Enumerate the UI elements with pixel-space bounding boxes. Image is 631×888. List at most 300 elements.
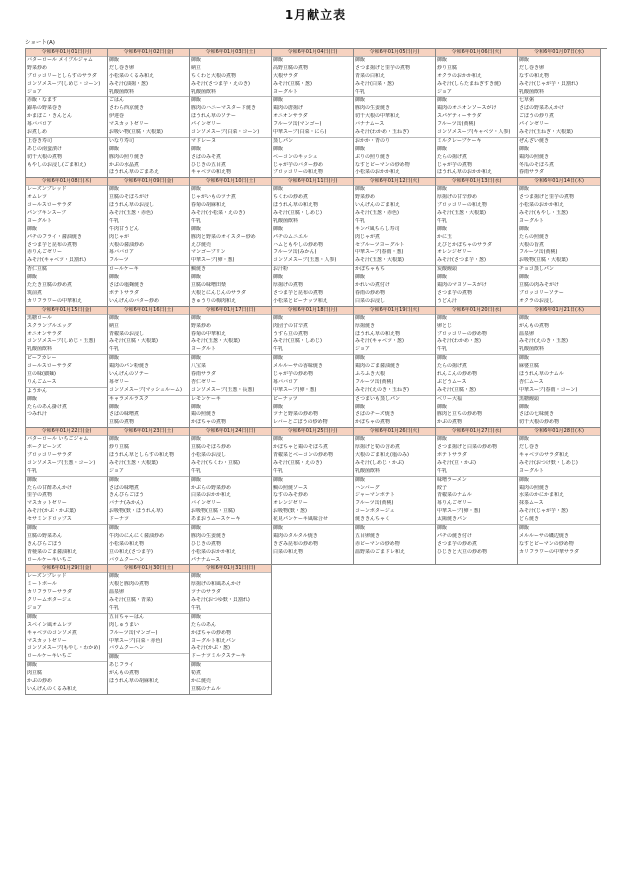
menu-item: オニオンサラダ <box>27 330 62 337</box>
meal-block <box>518 96 600 136</box>
menu-item: 牛乳 <box>27 467 38 474</box>
meal-block <box>108 435 189 475</box>
day-cell <box>26 565 108 694</box>
menu-item: オニオンサラダ <box>273 113 308 120</box>
menu-item: 牛乳 <box>109 217 120 224</box>
menu-item: かぼちゃの煮物 <box>355 419 391 426</box>
menu-item: 青椒菜のお浸し <box>109 330 145 337</box>
menu-item: お吸物(麩・ほうれん草) <box>109 508 163 515</box>
menu-item: コンソメスープ(しめじ・玉葱) <box>27 338 96 345</box>
menu-item: 御飯 <box>355 274 366 281</box>
menu-item: 肉しゅうまい <box>109 621 140 628</box>
menu-item: 豆の和え(さつま芋) <box>109 548 153 555</box>
menu-item: みそ汁(豆腐・しめじ) <box>273 210 322 217</box>
day-date: 令和6年01月31日(日) <box>190 565 271 572</box>
menu-item: みそ汁(玉葱・赤色) <box>355 210 399 217</box>
menu-item: 御飯 <box>109 274 120 281</box>
menu-item: かぼちゃの炒め物 <box>191 629 232 636</box>
menu-item: 厚揚げの煮物 <box>273 282 304 289</box>
menu-item: 御飯 <box>191 573 202 580</box>
menu-item: 御飯 <box>109 403 120 410</box>
day-cell <box>272 307 354 428</box>
menu-item: 牛乳 <box>437 346 448 353</box>
menu-item: レーズンブレッド <box>27 186 67 193</box>
menu-item: 中華スープ(白菜・赤色) <box>109 637 163 644</box>
menu-item: みそ汁(さつま芋・葱) <box>437 257 486 264</box>
menu-item: 御飯 <box>109 436 120 443</box>
menu-item: ジョア <box>437 88 452 95</box>
menu-item: 御飯 <box>109 654 120 661</box>
menu-item: 御飯 <box>27 662 38 669</box>
menu-item: 御飯 <box>437 314 448 321</box>
day-date: 令和6年01月26日(火) <box>354 428 435 435</box>
menu-item: 春雨の炒め物 <box>355 289 386 296</box>
menu-item: 切干大根の炒め物 <box>519 419 560 426</box>
menu-item: 御飯 <box>273 186 284 193</box>
menu-item: オクラのお浸し <box>519 297 554 304</box>
week-row <box>26 565 607 694</box>
menu-item: さつま揚げと里芋の煮物 <box>355 64 411 71</box>
meal-block <box>518 354 600 394</box>
menu-item: 麻婆豆腐 <box>519 363 540 370</box>
day-date: 令和6年01月17日(日) <box>190 307 271 314</box>
menu-item: 赤りんごゼリー <box>27 249 63 256</box>
menu-item: 御飯 <box>109 314 120 321</box>
day-date: 令和6年01月18日(月) <box>272 307 353 314</box>
meal-block <box>436 435 517 475</box>
menu-item: 御飯 <box>191 613 202 620</box>
menu-item: かまぼこ・きんとん <box>27 113 73 120</box>
menu-item: 鶏肉のオニオンソースがけ <box>437 105 497 112</box>
menu-item: ロールケーキ <box>109 266 139 273</box>
menu-item: ミルクレープケーキ <box>437 137 482 144</box>
menu-item: 温泉卵 <box>109 589 125 596</box>
menu-item: 中華スープ(春雨・葱) <box>355 249 404 256</box>
menu-item: 杏仁豆腐 <box>27 266 48 273</box>
menu-item: いんげんのごま和え <box>355 202 401 209</box>
meal-block <box>436 56 517 96</box>
menu-item: かぼちゃと鶏のそぼろ煮 <box>273 444 329 451</box>
menu-item: うずら豆の煮物 <box>273 330 309 337</box>
menu-item: 御飯 <box>273 403 284 410</box>
menu-item: 乳酸菌飲料 <box>27 346 53 353</box>
meal-block <box>190 265 271 305</box>
menu-item: 大根の醤油炒め <box>109 241 145 248</box>
menu-item: ツナと野菜の炒め物 <box>273 411 319 418</box>
menu-item: 御飯 <box>519 274 530 281</box>
menu-item: さつま芋と昆布の煮物 <box>273 289 324 296</box>
menu-item: 牛乳 <box>273 346 284 353</box>
menu-item: たたき豆腐の炒め煮 <box>27 282 73 289</box>
menu-item: みそ汁(豆腐・大根葉) <box>109 338 158 345</box>
menu-item: 小松菜のおかか和え <box>519 202 565 209</box>
menu-item: じゃが芋のバター炒め <box>273 161 324 168</box>
menu-item: 御飯 <box>519 225 530 232</box>
day-date: 令和6年01月25日(月) <box>272 428 353 435</box>
menu-item: 鶏肉の照焼き <box>519 153 550 160</box>
meal-block <box>190 185 271 265</box>
menu-item: フルーツ缶(黄桃) <box>355 378 394 385</box>
menu-item: 小松菜のくるみ和え <box>109 72 155 79</box>
menu-item: 厚揚げの和風あんかけ <box>191 581 242 588</box>
menu-item: ほうれん草のお浸し <box>109 202 155 209</box>
menu-item: 御飯 <box>109 355 120 362</box>
meal-block <box>26 387 107 420</box>
menu-item: 豆腐の煮物 <box>109 419 135 426</box>
meal-block <box>272 185 353 265</box>
menu-item: 御飯 <box>355 314 366 321</box>
menu-item: ドーナツ <box>109 516 129 523</box>
menu-item: 八宝菜 <box>191 363 207 370</box>
menu-item: 牛乳 <box>109 346 120 353</box>
menu-item: バウムクーヘン <box>109 645 144 652</box>
menu-item: みそ汁(豆腐・葱) <box>437 386 476 393</box>
menu-item: ヨーグルト <box>519 217 544 224</box>
day-date: 令和6年01月19日(火) <box>354 307 435 314</box>
meal-block <box>354 314 435 354</box>
menu-item: 御飯 <box>273 97 284 104</box>
menu-item: パチのフライ・醤油焼き <box>27 233 82 240</box>
menu-item: マンゴープリン <box>191 249 226 256</box>
menu-item: 御飯 <box>273 314 284 321</box>
menu-item: いんげんのくるみ和え <box>27 685 78 692</box>
menu-item: さばのみそ煮 <box>191 153 222 160</box>
menu-item: 牛乳 <box>437 217 448 224</box>
menu-item: 大根と豚肉の煮物 <box>109 581 150 588</box>
day-date: 令和6年01月21日(木) <box>518 307 600 314</box>
meal-block <box>26 314 107 354</box>
meal-block <box>436 395 517 428</box>
menu-item: みそ汁(白菜・葱) <box>355 80 394 87</box>
menu-item: 中華スープ(白菜・にら) <box>273 129 327 136</box>
day-cell <box>190 49 272 178</box>
menu-item: 牛乳 <box>191 217 202 224</box>
menu-item: 春菊の中華和え <box>191 330 227 337</box>
menu-item: 豚肉の生姜焼き <box>355 105 391 112</box>
menu-item: 高野豆腐の煮物 <box>273 64 309 71</box>
menu-item: ごぼうの炒り煮 <box>519 113 555 120</box>
meal-block <box>108 137 189 177</box>
menu-item: さわら西京焼き <box>109 105 145 112</box>
menu-item: ぜんざい焼き <box>519 137 550 144</box>
menu-item: 里芋の煮物 <box>27 492 53 499</box>
meal-block <box>436 137 517 177</box>
menu-item: さつま芋と昆布の煮物 <box>27 241 78 248</box>
menu-item: みそ汁(小松菜・えのき) <box>191 210 245 217</box>
menu-item: マドレーヌ <box>191 137 217 144</box>
menu-item: みそ汁(玉葱・大根葉) <box>109 459 158 466</box>
menu-item: みそ汁(豆腐・しめじ) <box>273 338 322 345</box>
menu-item: 抹茶ムース <box>519 500 544 507</box>
menu-item: 納豆 <box>191 64 202 71</box>
menu-item: 黒糖ロール <box>27 314 52 321</box>
menu-item: ミートボール <box>27 581 57 588</box>
menu-item: 牛乳 <box>273 467 284 474</box>
menu-item: なすとピーマンの炒め物 <box>519 540 574 547</box>
meal-block <box>436 96 517 136</box>
menu-item: キャラメルラスク <box>109 395 149 402</box>
menu-item: キャベツのサラダ和え <box>519 451 569 458</box>
menu-item: 小松菜とピーナッツ和え <box>273 297 328 304</box>
menu-item: 御飯 <box>27 395 38 402</box>
menu-item: コンソメスープ(玉葱・人参) <box>273 257 337 264</box>
menu-item: 中華スープ(卵・葱) <box>191 257 235 264</box>
menu-item: 牛乳 <box>109 605 120 611</box>
menu-item: みそ汁(おつゆ麩・貝割れ) <box>191 597 250 604</box>
menu-item: 御飯 <box>191 476 202 483</box>
day-cell <box>190 565 272 694</box>
meal-block <box>518 395 600 428</box>
menu-item: 杏仁ゼリー <box>191 378 217 385</box>
menu-item: 御飯 <box>191 186 202 193</box>
menu-item: 豚肉の照り焼き <box>109 153 145 160</box>
meal-block <box>518 137 600 177</box>
day-cell <box>190 178 272 306</box>
meal-block <box>190 137 271 177</box>
menu-item: 中華スープ(春雨・コーン) <box>519 386 578 393</box>
meal-block <box>354 524 435 557</box>
menu-item: 春雨サラダ <box>519 169 544 176</box>
menu-item: みそ汁(玉葱・赤色) <box>109 210 153 217</box>
day-cell <box>436 307 518 428</box>
menu-item: 豆腐のそぼろがけ <box>109 194 150 201</box>
menu-item: 乳酸菌飲料 <box>519 88 545 95</box>
day-date: 令和6年01月12日(火) <box>354 178 435 185</box>
menu-item: 鶏の照焼き <box>191 411 217 418</box>
meal-block <box>108 354 189 394</box>
menu-item: 御飯 <box>191 145 202 152</box>
menu-item: たらのあん掛け煮 <box>27 403 68 410</box>
menu-item: きんぴらごぼう <box>27 540 63 547</box>
meal-block <box>108 265 189 305</box>
menu-item: ブロッコリーの和え物 <box>273 169 323 176</box>
menu-item: スペイン風オムレツ <box>27 621 73 628</box>
day-cell <box>436 49 518 178</box>
day-date: 令和6年01月14日(木) <box>518 178 600 185</box>
menu-item: 御飯 <box>519 403 530 410</box>
menu-item: さばの味噌煮 <box>109 411 140 418</box>
menu-item: 切干大根の中華和え <box>355 113 401 120</box>
menu-item: 温泉卵 <box>519 330 535 337</box>
menu-item: なすの和え物 <box>519 72 550 79</box>
menu-item: いんげんのバター炒め <box>109 297 160 304</box>
menu-item: いなり寿司 <box>109 137 135 144</box>
menu-item: バナナ(みかん) <box>109 500 143 507</box>
day-cell <box>354 49 436 178</box>
menu-item: 豚肉の生姜焼き <box>191 532 227 539</box>
menu-item: 中華スープ(卵・葱) <box>437 508 481 515</box>
menu-item: みそ汁(もやし・玉葱) <box>519 210 568 217</box>
subtitle: ショート(A) <box>25 40 55 46</box>
meal-block <box>108 96 189 136</box>
menu-item: みそ汁(キャベツ・葱) <box>355 338 404 345</box>
menu-item: 炭酸饅頭 <box>437 266 458 273</box>
meal-block <box>190 314 271 354</box>
menu-item: フルーツ缶(マンゴー) <box>273 121 322 128</box>
menu-item: コーンポタージュ <box>355 508 395 515</box>
menu-item: ちくわの炒め煮 <box>273 194 309 201</box>
menu-item: チョコ蒸しパン <box>519 266 554 273</box>
menu-item: さばの味噌煮 <box>109 484 140 491</box>
menu-item: セブルーツヨーグルト <box>355 241 405 248</box>
meal-block <box>272 435 353 475</box>
menu-item: ブロッコリーの炒め物 <box>437 330 487 337</box>
menu-item: かぶの水晶煮 <box>109 161 140 168</box>
day-cell <box>436 428 518 565</box>
menu-item: 杏仁ムース <box>519 378 544 385</box>
menu-item: さばのチーズ焼き <box>355 411 395 418</box>
meal-block <box>518 265 600 305</box>
meal-block <box>108 185 189 265</box>
menu-item: あまおうムースケーキ <box>191 516 241 523</box>
menu-item: えびとかぼちゃのサラダ <box>437 241 492 248</box>
day-date: 令和6年01月24日(日) <box>190 428 271 435</box>
menu-item: 御飯 <box>109 524 120 531</box>
menu-item: 御飯 <box>273 225 284 232</box>
menu-item: 御飯 <box>355 186 366 193</box>
menu-item: じゃが芋の炒め物 <box>273 370 314 377</box>
meal-block <box>354 354 435 394</box>
menu-item: 野菜炒め <box>355 194 376 201</box>
meal-block <box>354 435 435 475</box>
menu-item: ほうれん草のナムル <box>519 370 564 377</box>
meal-block <box>190 572 271 612</box>
menu-item: ヨーグルト <box>519 467 544 474</box>
menu-item: ぶりの照り焼き <box>355 153 391 160</box>
menu-item: 大根とにんじんのサラダ <box>191 289 246 296</box>
menu-item: 小松菜のおかか和え <box>355 169 401 176</box>
day-cell <box>108 178 190 306</box>
day-cell <box>272 178 354 306</box>
menu-item: 五目卵焼き <box>355 532 381 539</box>
menu-item: 厚揚焼き <box>355 322 376 329</box>
menu-item: きざみ昆布の炒め物 <box>273 540 319 547</box>
meal-block <box>26 185 107 265</box>
menu-item: 鶏肉のタルタル焼き <box>273 532 318 539</box>
menu-item: 御飯 <box>109 476 120 483</box>
day-cell <box>108 307 190 428</box>
menu-item: ブロッコリーとしらすのサラダ <box>27 72 97 79</box>
day-cell <box>518 49 601 178</box>
menu-item: 肉団子の甘辛煮 <box>273 322 309 329</box>
menu-item: 青椒菜のナムル <box>437 492 472 499</box>
menu-item: 豚肉と豆ちの炒め物 <box>437 411 483 418</box>
menu-item: 小松菜の和え物 <box>109 540 145 547</box>
menu-item: 牛乳 <box>355 217 366 224</box>
menu-item: 御飯 <box>437 186 448 193</box>
menu-item: 冬瓜のそぼろ煮 <box>519 161 555 168</box>
menu-item: あじの南蛮漬け <box>27 145 63 152</box>
menu-item: 御飯 <box>191 436 202 443</box>
meal-block <box>26 572 107 612</box>
menu-item: スクランブルエッグ <box>27 322 72 329</box>
menu-item: メルルーサの香味焼き <box>273 363 323 370</box>
menu-item: 切干大根の煮物 <box>27 153 63 160</box>
day-date: 令和6年01月13日(水) <box>436 178 517 185</box>
menu-item: 御飯 <box>109 145 120 152</box>
day-cell <box>26 49 108 178</box>
meal-block <box>436 354 517 394</box>
meal-block <box>190 56 271 96</box>
menu-item: ジョア <box>27 605 42 611</box>
menu-item: みそ汁(ちくわ・豆腐) <box>191 459 240 466</box>
meal-block <box>354 476 435 524</box>
menu-item: 御飯 <box>109 186 120 193</box>
menu-item: さつま揚げと白菜の炒め物 <box>437 444 498 451</box>
menu-item: 筑前煮 <box>27 289 43 296</box>
menu-item: 大根のごま和え(塩のみ) <box>355 451 409 458</box>
menu-item: みそ汁(玉葱・大根葉) <box>437 210 486 217</box>
menu-item: レモンケーキ <box>191 395 221 402</box>
menu-item: みそ汁(玉葱・大根葉) <box>355 257 404 264</box>
menu-item: 餃子 <box>437 484 448 491</box>
menu-item: ヨーグルト和えパン <box>191 637 236 644</box>
meal-block <box>108 524 189 564</box>
meal-block <box>26 265 107 305</box>
menu-item: ドーナツミルクステーキ <box>191 653 246 660</box>
menu-item: つみれ汁 <box>27 411 48 418</box>
meal-block <box>272 476 353 524</box>
menu-item: さつまいも蒸しパン <box>355 395 401 402</box>
menu-item: 御飯 <box>437 145 448 152</box>
menu-item: 焼ききんちゃく <box>355 516 391 523</box>
menu-item: 御飯 <box>437 225 448 232</box>
menu-item: みそ汁(えのき・玉ねぎ) <box>355 386 409 393</box>
menu-grid <box>25 48 607 695</box>
meal-block <box>518 185 600 265</box>
menu-item: コンソメスープ(しめじ・コーン) <box>27 80 101 87</box>
empty-day-cell <box>272 565 354 694</box>
menu-item: みそ汁(しらたまねぎすき焼) <box>437 80 501 87</box>
menu-item: パインゼリー <box>191 121 222 128</box>
menu-item: ジョア <box>109 467 124 474</box>
page-title: 1月献立表 <box>284 8 347 22</box>
menu-item: 御飯 <box>273 145 284 152</box>
menu-item: 御飯 <box>519 524 530 531</box>
menu-item: ブロッコリーサラダ <box>27 451 72 458</box>
meal-block <box>190 96 271 136</box>
meal-block <box>190 613 271 661</box>
menu-item: オレンジゼリー <box>273 500 308 507</box>
day-cell <box>354 428 436 565</box>
menu-item: 鶏肉のマヨソースがけ <box>437 282 487 289</box>
day-date: 令和6年01月16日(土) <box>108 307 189 314</box>
meal-block <box>272 56 353 96</box>
menu-item: みそ汁(豆・かぶ) <box>437 459 476 466</box>
menu-item: りんごムース <box>27 378 57 385</box>
menu-item: バウムクーヘン <box>109 556 144 563</box>
menu-item: ツナのサラダ <box>191 589 221 596</box>
day-cell <box>272 49 354 178</box>
menu-item: 御飯 <box>191 662 202 669</box>
menu-item: 苺ババロア <box>27 121 53 128</box>
menu-item: じゃが芋の煮物 <box>437 161 473 168</box>
menu-item: 御飯 <box>437 97 448 104</box>
menu-item: 厚揚げと筍の含め煮 <box>355 444 401 451</box>
menu-item: おかか・青のり <box>355 137 391 144</box>
menu-item: じゃがいものツナ煮 <box>191 194 236 201</box>
menu-item: カリフラワーの中華サラダ <box>519 548 579 555</box>
menu-item: コンソメスープ(キャベツ・人参) <box>437 129 511 136</box>
menu-item: 御飯 <box>437 403 448 410</box>
menu-item: 御飯 <box>27 225 38 232</box>
menu-item: お汁粉 <box>273 266 289 273</box>
menu-item: コンソメスープ(マッシュルーム) <box>109 386 183 393</box>
menu-item: みそ汁(さつま芋・えのき) <box>191 80 250 87</box>
menu-item: フルーツ缶(みかん) <box>273 249 317 256</box>
menu-item: オムレツ <box>27 194 48 201</box>
menu-item: お吸物(豆腐・豆腐) <box>191 508 235 515</box>
